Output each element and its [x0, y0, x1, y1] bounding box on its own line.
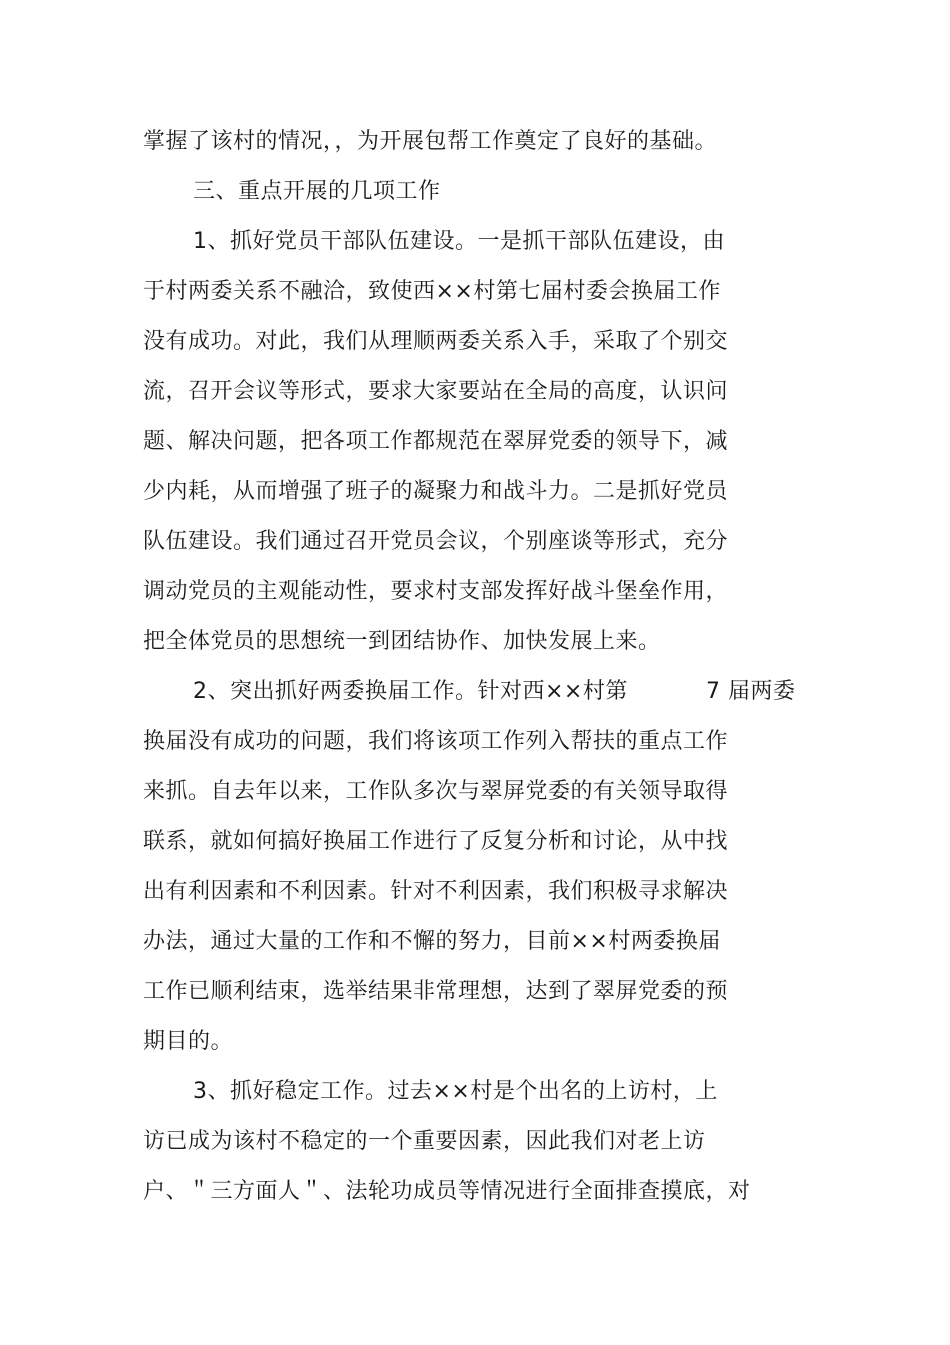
text-line: 1、抓好党员干部队伍建设。一是抓干部队伍建设，由	[193, 229, 725, 254]
text-line: 来抓。自去年以来，工作队多次与翠屏党委的有关领导取得	[143, 779, 729, 804]
text-line: 队伍建设。我们通过召开党员会议，个别座谈等形式，充分	[143, 529, 729, 554]
text-line: 调动党员的主观能动性，要求村支部发挥好战斗堡垒作用，	[143, 579, 729, 604]
text-line: 户、＂三方面人＂、法轮功成员等情况进行全面排查摸底，对	[143, 1179, 751, 1204]
text-line: 题、解决问题，把各项工作都规范在翠屏党委的领导下，减	[143, 429, 729, 454]
text-line: 没有成功。对此，我们从理顺两委关系入手，采取了个别交	[143, 329, 729, 354]
text-line: 于村两委关系不融洽，致使西××村第七届村委会换届工作	[143, 279, 721, 304]
text-line: 少内耗，从而增强了班子的凝聚力和战斗力。二是抓好党员	[143, 479, 729, 504]
text-line: 出有利因素和不利因素。针对不利因素，我们积极寻求解决	[143, 879, 729, 904]
text-line: 3、抓好稳定工作。过去××村是个出名的上访村，上	[193, 1079, 718, 1104]
text-line: 期目的。	[143, 1029, 234, 1054]
text-line: 2、突出抓好两委换届工作。针对西××村第	[193, 679, 628, 704]
text-line: 把全体党员的思想统一到团结协作、加快发展上来。	[143, 629, 661, 654]
text-line: 换届没有成功的问题，我们将该项工作列入帮扶的重点工作	[143, 729, 729, 754]
text-line-fragment: 7 届两委	[706, 679, 796, 704]
text-line: 联系，就如何搞好换届工作进行了反复分析和讨论，从中找	[143, 829, 729, 854]
text-line: 办法，通过大量的工作和不懈的努力，目前××村两委换届	[143, 929, 721, 954]
section-heading: 三、重点开展的几项工作	[193, 179, 441, 204]
text-line: 工作已顺利结束，选举结果非常理想，达到了翠屏党委的预	[143, 979, 729, 1004]
text-line: 访已成为该村不稳定的一个重要因素，因此我们对老上访	[143, 1129, 706, 1154]
text-line: 流，召开会议等形式，要求大家要站在全局的高度，认识问	[143, 379, 729, 404]
text-line: 掌握了该村的情况，，为开展包帮工作奠定了良好的基础。	[143, 129, 718, 154]
